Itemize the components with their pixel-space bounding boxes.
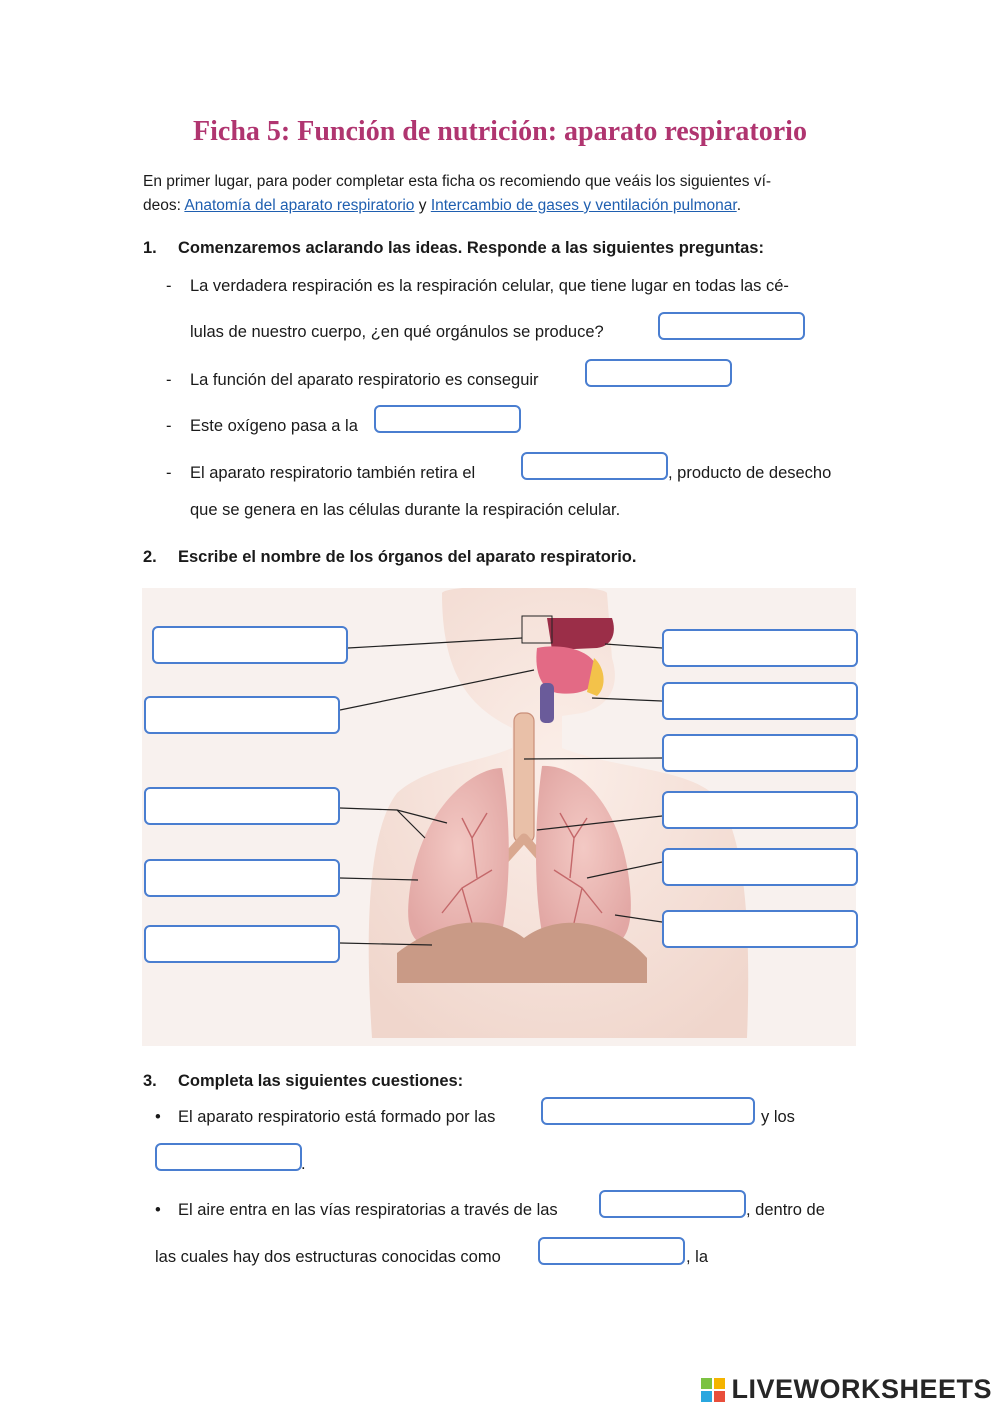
s1-item4-pre: El aparato respiratorio también retira el [190,464,476,482]
section-3-heading: Completa las siguientes cuestiones: [178,1072,464,1090]
s3-item1-post: y los [761,1108,795,1126]
label-box-left-5[interactable] [144,925,340,963]
label-box-right-4[interactable] [662,791,858,829]
s1-item1-line1: La verdadera respiración es la respiración celular, que tiene lugar en todas las cé- [190,277,789,295]
label-box-right-6[interactable] [662,910,858,948]
label-box-right-3[interactable] [662,734,858,772]
s3-item1-end: . [301,1155,306,1173]
answer-box-formed-by-2[interactable] [155,1143,302,1171]
nasal-cavity-shape [547,618,614,650]
intro-paragraph [143,170,843,218]
label-box-left-3[interactable] [144,787,340,825]
label-box-right-2[interactable] [662,682,858,720]
answer-box-formed-by-1[interactable] [541,1097,755,1125]
video-link-gas-exchange[interactable]: Intercambio de gases y ventilación pulmonar [430,197,737,214]
respiratory-system-diagram [142,588,856,1046]
bullet-dot-1: • [155,1108,161,1126]
liveworksheets-logo [701,1374,992,1405]
answer-box-function[interactable] [585,359,732,387]
label-box-right-1[interactable] [662,629,858,667]
trachea-shape [514,713,534,843]
bullet-dash-1: - [166,277,172,295]
bullet-dash-2: - [166,371,172,389]
answer-box-waste-product[interactable] [521,452,668,480]
section-1-number: 1. [143,239,157,257]
label-box-right-5[interactable] [662,848,858,886]
bullet-dash-3: - [166,417,172,435]
label-box-left-1[interactable] [152,626,348,664]
s1-item1-line2: lulas de nuestro cuerpo, ¿en qué orgánulos se produce? [190,323,604,341]
intro-line-1: En primer lugar, para poder completar esta ficha os recomiendo que veáis los siguientes ví- [143,173,772,190]
s3-item2-line2-post: , la [686,1248,709,1266]
s1-item3: Este oxígeno pasa a la [190,417,358,435]
answer-box-air-entry[interactable] [599,1190,746,1218]
video-link-anatomy[interactable]: Anatomía del aparato respiratorio [184,197,415,214]
intro-prefix: deos: [143,197,185,214]
intro-suffix: . [736,197,741,214]
label-box-left-2[interactable] [144,696,340,734]
s3-item2-line2-pre: las cuales hay dos estructuras conocidas como [155,1248,501,1266]
answer-box-structures[interactable] [538,1237,685,1265]
answer-box-oxygen-destination[interactable] [374,405,521,433]
s3-item2-post: , dentro de [746,1201,825,1219]
section-1-heading: Comenzaremos aclarando las ideas. Responde a las siguientes preguntas: [178,239,764,257]
intro-line-2 [143,194,843,218]
section-2-heading: Escribe el nombre de los órganos del aparato respiratorio. [178,548,637,566]
page-title: Ficha 5: Función de nutrición: aparato respiratorio [193,116,807,147]
s1-item4-line2: que se genera en las células durante la respiración celular. [190,501,621,519]
s3-item1-pre: El aparato respiratorio está formado por las [178,1108,496,1126]
brand-name: LIVEWORKSHEETS [731,1374,992,1404]
answer-box-organelles[interactable] [658,312,805,340]
liveworksheets-icon [701,1378,725,1402]
s3-item2-pre: El aire entra en las vías respiratorias a través de las [178,1201,558,1219]
larynx-shape [540,683,554,723]
section-3-number: 3. [143,1072,157,1090]
s1-item4-post: , producto de desecho [668,464,832,482]
intro-connector: y [414,197,431,214]
s1-item2: La función del aparato respiratorio es conseguir [190,371,539,389]
label-box-left-4[interactable] [144,859,340,897]
bullet-dot-2: • [155,1201,161,1219]
bullet-dash-4: - [166,464,172,482]
section-2-number: 2. [143,548,157,566]
